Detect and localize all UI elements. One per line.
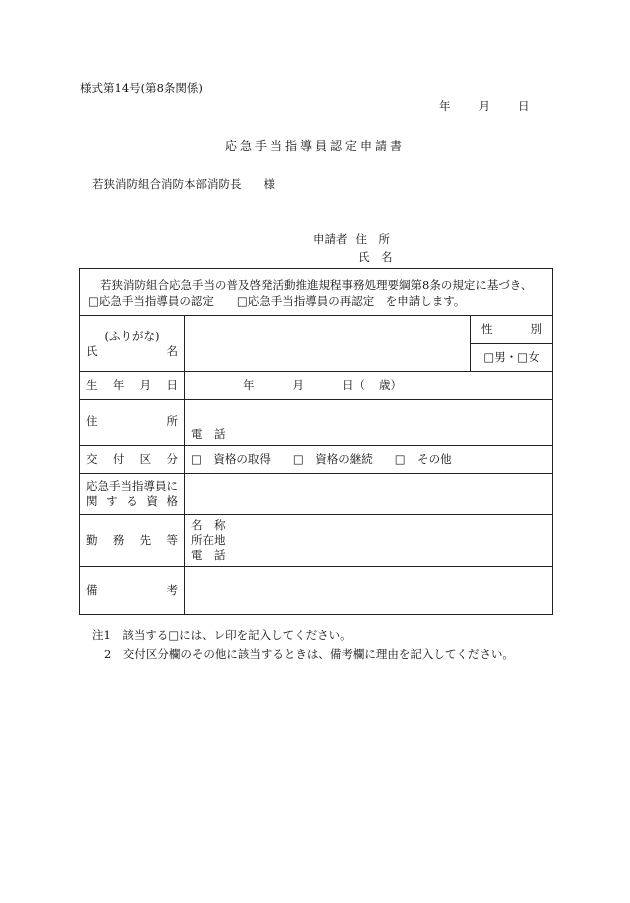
- addressee-name: 若狭消防組合消防本部消防長: [92, 177, 242, 191]
- addressee: [92, 176, 275, 192]
- issue-option-other[interactable]: □ その他: [394, 452, 452, 466]
- note-2: 2 交付区分欄のその他に該当するときは、備考欄に理由を記入してください。: [104, 647, 514, 661]
- date-year-label: 年: [439, 99, 451, 113]
- sex-label-a: 性: [481, 322, 493, 336]
- addressee-honorific: 様: [263, 177, 275, 191]
- applicant-address-line: [313, 231, 390, 247]
- qual-label-char: る: [126, 494, 138, 508]
- address-label-a: 住: [86, 414, 98, 428]
- notes: [92, 626, 514, 664]
- issue-label-char: 区: [139, 452, 152, 466]
- issue-label-char: 分: [166, 452, 178, 466]
- issue-label-char: 付: [112, 452, 125, 466]
- employer-input-cell[interactable]: [185, 515, 553, 567]
- remarks-input-cell[interactable]: [185, 567, 553, 615]
- date-line: [439, 98, 530, 114]
- name-label-a: 氏: [86, 343, 98, 358]
- applicant-name-label: 氏 名: [358, 250, 393, 264]
- dob-age: 歳）: [379, 378, 402, 392]
- dob-label-char: 生: [86, 378, 98, 392]
- dob-input-cell[interactable]: [185, 372, 553, 400]
- qual-label-char: 格: [166, 494, 178, 508]
- intro-line-2: □応急手当指導員の認定 □応急手当指導員の再認定 を申請します。: [88, 294, 466, 308]
- employer-name-label: 名 称: [191, 518, 226, 532]
- intro-line-1: 若狭消防組合応急手当の普及啓発活動推進規程事務処理要綱第8条の規定に基づき、: [100, 278, 533, 292]
- furigana-label: (ふりがな): [104, 328, 160, 343]
- dob-month: 月: [292, 378, 304, 392]
- applicant-address-label: 住 所: [355, 232, 390, 246]
- qualification-label-line1: 応急手当指導員に: [86, 479, 178, 493]
- remarks-label-cell: [80, 567, 185, 615]
- employer-phone-label: 電 話: [191, 548, 226, 562]
- remarks-label-b: 考: [166, 583, 178, 597]
- qual-label-char: 関: [86, 494, 98, 508]
- address-label-b: 所: [166, 414, 178, 428]
- dob-label-char: 年: [112, 378, 125, 392]
- note-1: 注1 該当する□には、レ印を記入してください。: [92, 628, 352, 642]
- sex-label-cell: [471, 316, 553, 344]
- name-label-b: 名: [166, 343, 178, 358]
- issue-option-acquire[interactable]: □ 資格の取得: [191, 452, 271, 466]
- address-input-cell[interactable]: [185, 400, 553, 446]
- document-title: 応急手当指導員認定申請書: [224, 139, 405, 153]
- applicant-label: 申請者: [313, 232, 348, 246]
- qual-label-char: す: [106, 494, 118, 508]
- remarks-label-a: 備: [86, 583, 98, 597]
- dob-day: 日（: [342, 378, 365, 392]
- address-label-cell: [80, 400, 185, 446]
- dob-label-char: 日: [166, 378, 178, 392]
- name-input-cell[interactable]: [185, 316, 471, 372]
- qualification-label-cell: [80, 474, 185, 515]
- qual-label-char: 資: [146, 494, 158, 508]
- employer-label-char: 先: [139, 533, 152, 547]
- employer-label-char: 等: [166, 533, 178, 547]
- employer-label-cell: [80, 515, 185, 567]
- sex-label-b: 別: [530, 322, 543, 336]
- issue-label-cell: [80, 446, 185, 474]
- qualification-input-cell[interactable]: [185, 474, 553, 515]
- issue-label-char: 交: [86, 452, 98, 466]
- issue-option-renew[interactable]: □ 資格の継続: [292, 452, 373, 466]
- address-phone-label: 電 話: [191, 427, 226, 441]
- sex-options[interactable]: □男・□女: [471, 344, 553, 372]
- application-form-table: [79, 268, 553, 615]
- name-label-cell: [80, 316, 185, 372]
- employer-label-char: 務: [112, 533, 125, 547]
- date-day-label: 日: [518, 99, 530, 113]
- employer-location-label: 所在地: [191, 533, 226, 547]
- qualification-label-line2: [86, 494, 178, 509]
- form-number: 様式第14号(第8条関係): [80, 81, 203, 95]
- dob-year: 年: [243, 378, 255, 392]
- dob-label-char: 月: [139, 378, 152, 392]
- issue-options-cell: [185, 446, 553, 474]
- dob-label-cell: [80, 372, 185, 400]
- intro-cell: [80, 269, 553, 316]
- name-label: [86, 344, 178, 359]
- date-month-label: 月: [478, 99, 490, 113]
- employer-label-char: 勤: [86, 533, 98, 547]
